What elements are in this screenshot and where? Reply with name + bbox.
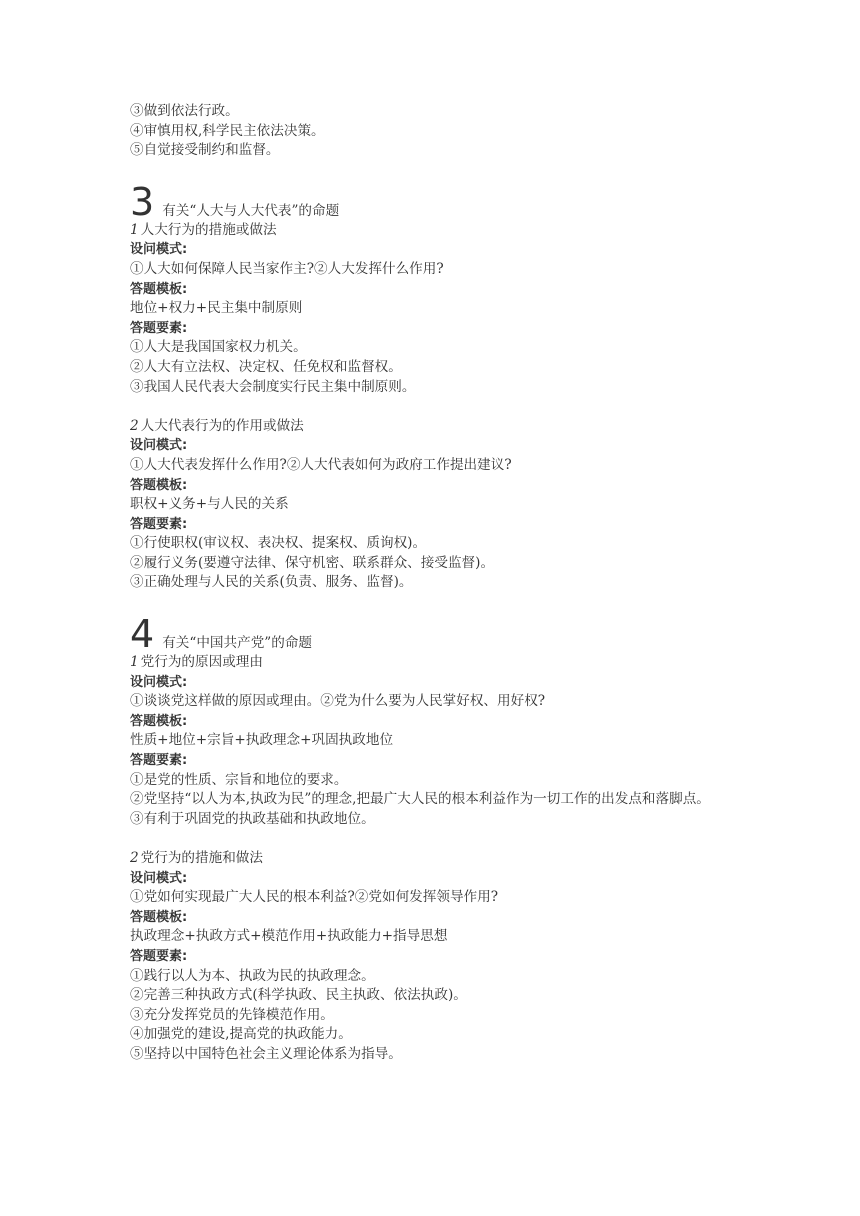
element-item: ③有利于巩固党的执政基础和执政地位。 [130, 810, 375, 827]
section-title: 有关“中国共产党”的命题 [162, 635, 313, 652]
elements-label: 答题要素: [130, 516, 188, 532]
subsection-number: 1 [130, 221, 139, 238]
element-item: ③充分发挥党员的先锋模范作用。 [130, 1006, 334, 1023]
question-label: 设问模式: [130, 674, 188, 690]
element-item: ③我国人民代表大会制度实行民主集中制原则。 [130, 378, 416, 395]
subsection-number: 2 [130, 850, 139, 866]
element-item: ③正确处理与人民的关系(负责、服务、监督)。 [130, 574, 413, 591]
element-item: ①人大是我国国家权力机关。 [130, 339, 307, 356]
section-number: 4 [130, 612, 155, 657]
subsection-title: 人大行为的措施或做法 [140, 221, 277, 238]
template-label: 答题模板: [130, 713, 188, 729]
elements-label: 答题要素: [130, 320, 188, 336]
template-label: 答题模板: [130, 281, 188, 297]
subsection-title: 党行为的原因或理由 [140, 654, 263, 671]
element-item: ②履行义务(要遵守法律、保守机密、联系群众、接受监督)。 [130, 554, 495, 571]
element-item: ②党坚持“以人为本,执政为民”的理念,把最广大人民的根本利益作为一切工作的出发点和落脚点。 [130, 791, 710, 808]
intro-line: ④审慎用权,科学民主依法决策。 [130, 122, 325, 139]
template-text: 地位+权力+民主集中制原则 [130, 300, 303, 317]
template-text: 执政理念+执政方式+模范作用+执政能力+指导思想 [130, 928, 448, 945]
element-item: ①践行以人为本、执政为民的执政理念。 [130, 967, 375, 984]
question-text: ①人大代表发挥什么作用?②人大代表如何为政府工作提出建议? [130, 456, 512, 473]
element-item: ①是党的性质、宗旨和地位的要求。 [130, 771, 348, 788]
question-label: 设问模式: [130, 242, 188, 258]
question-label: 设问模式: [130, 870, 188, 886]
subsection-number: 2 [130, 417, 139, 434]
element-item: ②人大有立法权、决定权、任免权和监督权。 [130, 358, 402, 375]
intro-line: ⑤自觉接受制约和监督。 [130, 142, 280, 159]
elements-label: 答题要素: [130, 753, 188, 769]
question-text: ①党如何实现最广大人民的根本利益?②党如何发挥领导作用? [130, 889, 499, 906]
template-label: 答题模板: [130, 909, 188, 925]
intro-line: ③做到依法行政。 [130, 103, 239, 119]
subsection-number: 1 [130, 654, 139, 671]
section-number: 3 [130, 179, 155, 224]
subsection-title: 党行为的措施和做法 [140, 850, 263, 866]
element-item: ①行使职权(审议权、表决权、提案权、质询权)。 [130, 535, 427, 552]
elements-label: 答题要素: [130, 948, 188, 964]
question-label: 设问模式: [130, 438, 188, 454]
section-title: 有关“人大与人大代表”的命题 [162, 202, 340, 219]
subsection-heading [130, 417, 730, 437]
template-text: 职权+义务+与人民的关系 [130, 496, 289, 513]
document-page [130, 102, 730, 1065]
section-heading [130, 612, 730, 657]
subsection-heading [130, 653, 730, 673]
question-text: ①谈谈党这样做的原因或理由。②党为什么要为人民掌好权、用好权? [130, 693, 546, 710]
question-text: ①人大如何保障人民当家作主?②人大发挥什么作用? [130, 260, 444, 277]
template-text: 性质+地位+宗旨+执政理念+巩固执政地位 [130, 732, 394, 749]
element-item: ⑤坚持以中国特色社会主义理论体系为指导。 [130, 1045, 402, 1062]
element-item: ②完善三种执政方式(科学执政、民主执政、依法执政)。 [130, 987, 467, 1004]
subsection-heading [130, 849, 730, 869]
subsection-heading [130, 221, 730, 241]
element-item: ④加强党的建设,提高党的执政能力。 [130, 1026, 352, 1043]
template-label: 答题模板: [130, 477, 188, 493]
section-heading [130, 179, 730, 224]
subsection-title: 人大代表行为的作用或做法 [140, 417, 304, 434]
